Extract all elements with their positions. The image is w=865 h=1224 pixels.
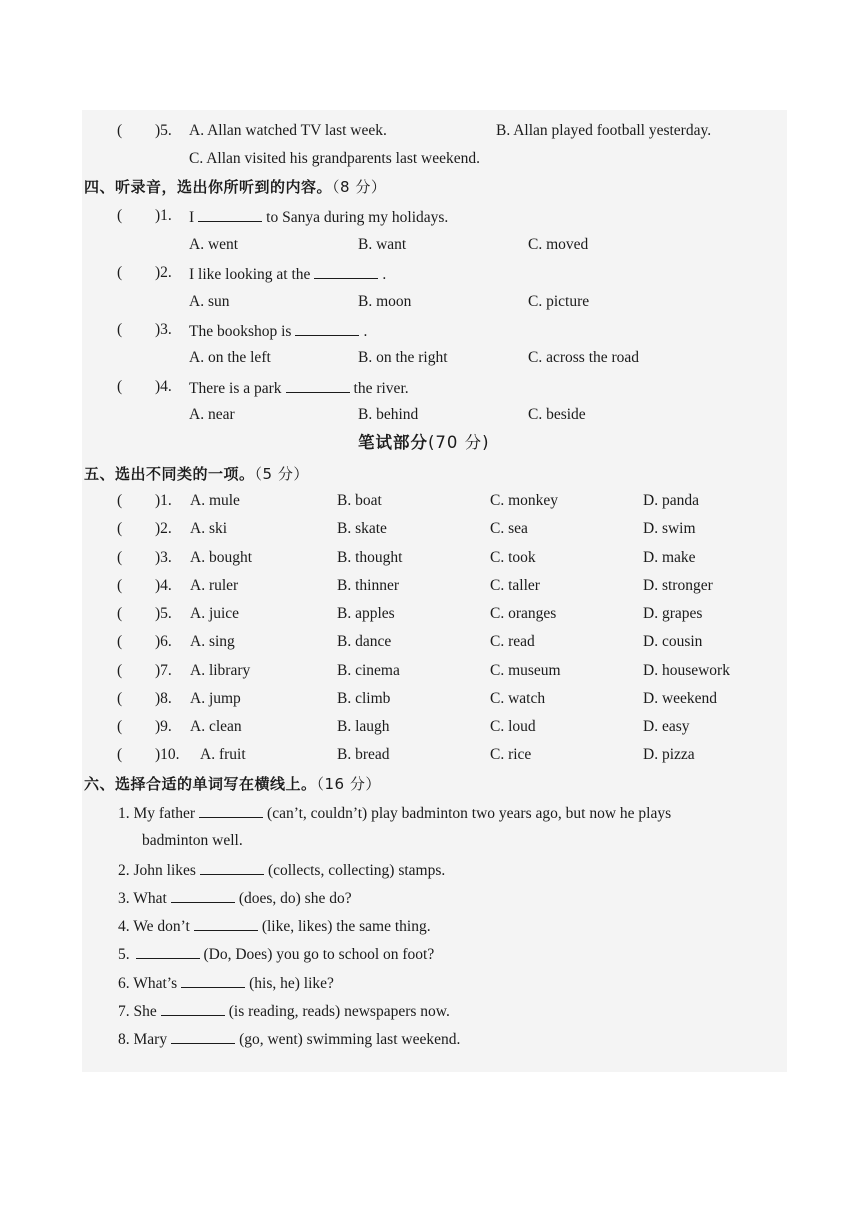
question-text: [189, 206, 448, 228]
option-b: B. moon: [358, 293, 412, 310]
answer-paren: (: [117, 690, 123, 707]
question-number: )3.: [155, 549, 172, 566]
option-c: C. sea: [490, 520, 528, 537]
answer-paren: (: [117, 520, 123, 537]
option-a: A. sun: [189, 293, 230, 310]
answer-blank: [200, 859, 264, 875]
text-before-blank: What: [133, 890, 167, 907]
section-points: （16 分）: [316, 775, 381, 793]
option-b: B. laugh: [337, 718, 390, 735]
s5-row: [117, 717, 737, 739]
answer-paren: (: [117, 321, 123, 338]
option-c: C. monkey: [490, 492, 559, 509]
s4-question-4: [117, 377, 717, 399]
option-d: D. make: [643, 549, 696, 566]
item-number: 8.: [118, 1031, 130, 1048]
answer-paren: (: [117, 633, 123, 650]
option-c: C. loud: [490, 718, 536, 735]
text-before-blank: The bookshop is: [189, 323, 292, 340]
item-number: 7.: [118, 1003, 130, 1020]
s5-row: [117, 491, 737, 513]
option-d: D. housework: [643, 662, 730, 679]
question-number: )9.: [155, 718, 172, 735]
item-number: 6.: [118, 975, 130, 992]
s6-item-8: [118, 1028, 460, 1050]
text-after-blank: to Sanya during my holidays.: [266, 209, 449, 226]
section-points: （8 分）: [332, 178, 387, 196]
text-after-blank: (is reading, reads) newspapers now.: [228, 1003, 450, 1020]
question-number: )4.: [155, 577, 172, 594]
text-before-blank: Mary: [133, 1031, 168, 1048]
answer-blank: [136, 943, 200, 959]
answer-paren: (: [117, 577, 123, 594]
option-b: B. skate: [337, 520, 387, 537]
section-title: 五、选出不同类的一项。: [84, 465, 255, 483]
s5-row: [117, 689, 737, 711]
item-number: 2.: [118, 862, 130, 879]
listening-question-5-option-c: C. Allan visited his grandparents last weekend.: [189, 150, 480, 167]
option-b: B. thought: [337, 549, 403, 566]
s5-row: [117, 745, 737, 767]
text-after-blank: (collects, collecting) stamps.: [267, 862, 446, 879]
s4-options-4: [189, 405, 689, 427]
option-b: B. behind: [358, 406, 419, 423]
s5-row: [117, 576, 737, 598]
option-b: B. want: [358, 236, 407, 253]
question-number: )5.: [155, 122, 172, 139]
text-before-blank: I like looking at the: [189, 266, 311, 283]
listening-question-5: [117, 121, 777, 143]
text-before-blank: What’s: [133, 975, 178, 992]
text-before-blank: We don’t: [133, 918, 190, 935]
answer-paren: (: [117, 122, 123, 139]
written-part-heading: [358, 432, 490, 454]
option-b: B. apples: [337, 605, 395, 622]
section-4-heading: [84, 177, 386, 197]
answer-blank: [194, 915, 258, 931]
option-a: A. clean: [190, 718, 242, 735]
question-number: )7.: [155, 662, 172, 679]
option-a: A. Allan watched TV last week.: [189, 122, 387, 139]
option-a: A. ski: [190, 520, 228, 537]
option-d: D. pizza: [643, 746, 695, 763]
option-c: C. moved: [528, 236, 589, 253]
s5-row: [117, 661, 737, 683]
section-title: 四、听录音，选出你所听到的内容。: [84, 178, 333, 196]
option-b: B. thinner: [337, 577, 399, 594]
option-a: A. mule: [190, 492, 240, 509]
question-number: )10.: [155, 746, 180, 763]
question-number: )6.: [155, 633, 172, 650]
s4-question-1: [117, 206, 717, 228]
option-b: B. bread: [337, 746, 390, 763]
answer-blank: [314, 263, 378, 279]
text-after-blank: .: [382, 266, 387, 283]
option-a: A. on the left: [189, 349, 271, 366]
question-number: )2.: [155, 520, 172, 537]
text-before-blank: John likes: [133, 862, 196, 879]
answer-blank: [171, 1028, 235, 1044]
question-number: )1.: [155, 492, 172, 509]
option-a: A. went: [189, 236, 239, 253]
s6-item-5: [118, 943, 434, 965]
answer-paren: (: [117, 718, 123, 735]
s5-row: [117, 632, 737, 654]
option-b: B. boat: [337, 492, 382, 509]
option-b: B. cinema: [337, 662, 400, 679]
text-after-blank: (go, went) swimming last weekend.: [239, 1031, 461, 1048]
answer-blank: [286, 377, 350, 393]
option-c: C. taller: [490, 577, 540, 594]
s6-item-7: [118, 1000, 450, 1022]
s5-row: [117, 548, 737, 570]
item-number: 5.: [118, 946, 130, 963]
option-a: A. sing: [190, 633, 235, 650]
option-b: B. Allan played football yesterday.: [496, 122, 712, 139]
answer-paren: (: [117, 207, 123, 224]
section-points: （5 分）: [254, 465, 309, 483]
option-d: D. stronger: [643, 577, 713, 594]
s4-options-3: [189, 348, 689, 370]
section-title: 六、选择合适的单词写在横线上。: [84, 775, 317, 793]
question-text: [189, 377, 409, 399]
s6-item-2: [118, 859, 445, 881]
s4-options-2: [189, 292, 689, 314]
answer-blank: [181, 972, 245, 988]
answer-paren: (: [117, 746, 123, 763]
answer-paren: (: [117, 662, 123, 679]
option-a: A. jump: [190, 690, 241, 707]
s6-item-4: [118, 915, 431, 937]
question-text: [189, 320, 367, 342]
text-after-blank: (Do, Does) you go to school on foot?: [203, 946, 435, 963]
item-number: 4.: [118, 918, 130, 935]
option-a: A. fruit: [200, 746, 246, 763]
option-b: B. on the right: [358, 349, 448, 366]
option-c: C. across the road: [528, 349, 640, 366]
question-number: )3.: [155, 321, 172, 338]
option-d: D. panda: [643, 492, 699, 509]
text-after-blank: .: [363, 323, 368, 340]
s5-row: [117, 519, 737, 541]
question-number: )2.: [155, 264, 172, 281]
answer-paren: (: [117, 264, 123, 281]
option-b: B. climb: [337, 690, 391, 707]
option-c: C. read: [490, 633, 535, 650]
question-number: )4.: [155, 378, 172, 395]
item-number: 3.: [118, 890, 130, 907]
question-number: )5.: [155, 605, 172, 622]
question-number: )1.: [155, 207, 172, 224]
option-d: D. swim: [643, 520, 696, 537]
written-part-title: 笔试部分: [358, 433, 428, 452]
option-a: A. ruler: [190, 577, 239, 594]
s4-options-1: [189, 235, 689, 257]
answer-paren: (: [117, 378, 123, 395]
text-before-blank: She: [133, 1003, 157, 1020]
option-c: C. took: [490, 549, 536, 566]
option-c: C. oranges: [490, 605, 557, 622]
option-c: C. beside: [528, 406, 586, 423]
answer-blank: [199, 802, 263, 818]
answer-blank: [171, 887, 235, 903]
option-c: C. rice: [490, 746, 532, 763]
answer-paren: (: [117, 492, 123, 509]
s5-row: [117, 604, 737, 626]
option-a: A. near: [189, 406, 235, 423]
option-d: D. grapes: [643, 605, 703, 622]
text-before-blank: There is a park: [189, 380, 282, 397]
option-d: D. easy: [643, 718, 690, 735]
answer-blank: [295, 320, 359, 336]
option-b: B. dance: [337, 633, 392, 650]
item-number: 1.: [118, 805, 130, 822]
option-a: A. juice: [190, 605, 240, 622]
answer-blank: [198, 206, 262, 222]
answer-blank: [161, 1000, 225, 1016]
text-before-blank: My father: [133, 805, 196, 822]
question-text: [189, 263, 386, 285]
section-6-heading: [84, 774, 381, 794]
s6-item-6: [118, 972, 334, 994]
text-after-blank: (does, do) she do?: [238, 890, 352, 907]
option-a: A. library: [190, 662, 251, 679]
option-c: C. museum: [490, 662, 561, 679]
written-part-points: (70 分): [428, 433, 490, 452]
text-after-blank: (like, likes) the same thing.: [261, 918, 431, 935]
question-number: )8.: [155, 690, 172, 707]
option-d: D. weekend: [643, 690, 718, 707]
text-after-blank: the river.: [353, 380, 409, 397]
section-5-heading: [84, 464, 309, 484]
text-before-blank: I: [189, 209, 195, 226]
s4-question-2: [117, 263, 717, 285]
option-a: A. bought: [190, 549, 252, 566]
s4-question-3: [117, 320, 717, 342]
option-d: D. cousin: [643, 633, 703, 650]
answer-paren: (: [117, 605, 123, 622]
option-c: C. watch: [490, 690, 546, 707]
s6-item-1-continuation: badminton well.: [142, 832, 243, 849]
text-after-blank: (his, he) like?: [249, 975, 334, 992]
answer-paren: (: [117, 549, 123, 566]
s6-item-1: [118, 802, 671, 824]
text-after-blank: (can’t, couldn’t) play badminton two years ago, but now he plays: [267, 805, 672, 822]
option-c: C. picture: [528, 293, 590, 310]
s6-item-3: [118, 887, 352, 909]
